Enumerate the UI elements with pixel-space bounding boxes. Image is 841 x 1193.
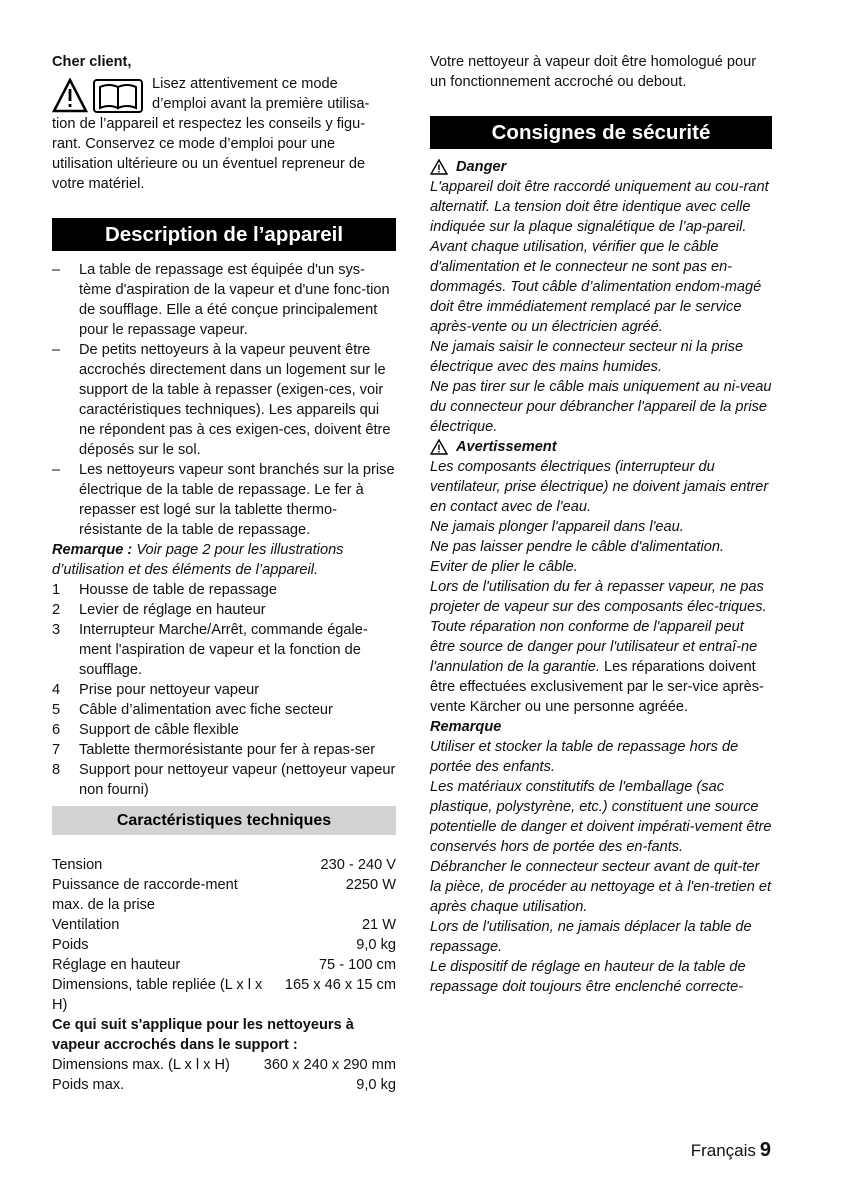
remark-heading: Remarque — [430, 719, 502, 735]
list-item: 7 Tablette thermorésistante pour fer à repas-ser — [52, 742, 376, 758]
spec-row: Puissance de raccorde-ment max. de la prise 2250 W — [52, 877, 396, 913]
intro-line: Lisez attentivement ce mode — [152, 76, 338, 92]
intro-block — [52, 74, 396, 194]
list-item: 3 Interrupteur Marche/Arrêt, commande égale-ment l'aspiration de vapeur et la fonction de soufflage. — [52, 622, 368, 678]
warning-triangle-icon — [430, 439, 448, 455]
greeting: Cher client, — [52, 54, 132, 70]
intro-line: utilisation ultérieure ou un éventuel repreneur de — [52, 156, 366, 172]
repair-text: Toute réparation non conforme de l'appareil peut être source de danger pour l'utilisateur et entraî-ne l'annulation de la garantie. Les réparations doivent être effectuées exclusivement par le ser-vice après-vente Kärcher ou une personne agréée. — [430, 619, 764, 715]
spec-row: Réglage en hauteur 75 - 100 cm — [52, 957, 396, 973]
remark-text: Utiliser et stocker la table de repassage hors de portée des enfants. Les matériaux constitutifs de l'emballage (sac plastique, polystyrène, etc.) constituent une source potentielle de danger et doivent impérati-vement être conservés hors de portée des en-fants. Débrancher le connecteur secteur avant de quit-ter la pièce, de procéder au nettoyage et à l'en-tretien et après chaque utilisation. Lors de l'utilisation, ne jamais déplacer la table de repassage. Le dispositif de réglage en hauteur de la table de repassage doit toujours être enclenché correcte- — [430, 739, 772, 995]
warning-triangle-icon — [430, 159, 448, 175]
parts-list — [52, 580, 396, 800]
spec-row: Dimensions max. (L x l x H) 360 x 240 x 290 mm — [52, 1057, 396, 1073]
list-item: 5 Câble d’alimentation avec fiche secteur — [52, 702, 333, 718]
homologation-text: Votre nettoyeur à vapeur doit être homologué pour un fonctionnement accroché ou debout. — [430, 54, 757, 90]
intro-line: tion de l’appareil et respectez les conseils y figu- — [52, 116, 366, 132]
section-title-tech: Caractéristiques techniques — [52, 806, 396, 835]
spec-row: Dimensions, table repliée (L x l x H) 165 x 46 x 15 cm — [52, 977, 396, 1013]
warning-text: Les composants électriques (interrupteur du ventilateur, prise électrique) ne doivent jamais entrer en contact avec de l'eau. Ne jamais plonger l'appareil dans l'eau. Ne pas laisser pendre le câble d'alimentation. Eviter de plier le câble. Lors de l'utilisation du fer à repasser vapeur, ne pas projeter de vapeur sur des composants élec-triques. — [430, 459, 769, 615]
footer-language: Français — [690, 1141, 756, 1160]
section-title-safety: Consignes de sécurité — [430, 116, 772, 149]
intro-line: votre matériel. — [52, 176, 145, 192]
intro-line: d’emploi avant la première utilisa- — [152, 96, 370, 112]
left-column — [52, 52, 396, 1095]
description-list — [52, 260, 396, 540]
spec-row: Poids 9,0 kg — [52, 937, 396, 953]
remark: Remarque : Voir page 2 pour les illustrations d’utilisation et des éléments de l’appareil. — [52, 542, 344, 578]
spec-row: Poids max. 9,0 kg — [52, 1077, 396, 1093]
list-item: 4 Prise pour nettoyeur vapeur — [52, 682, 260, 698]
list-item: – Les nettoyeurs vapeur sont branchés sur la prise électrique de la table de repassage. Le fer à repasser est logé sur la tablette thermo-résistante de la table de repassage. — [52, 462, 395, 538]
right-column — [430, 52, 772, 997]
spec-table-2 — [52, 1055, 396, 1095]
spec-note: Ce qui suit s'applique pour les nettoyeurs à vapeur accrochés dans le support : — [52, 1017, 354, 1053]
warning-heading: Avertissement — [430, 437, 772, 457]
list-item: – De petits nettoyeurs à la vapeur peuvent être accrochés directement dans un logement sur le support de la table à repasser (exigen-ces, voir caractéristiques techniques). Les appareils qui ne répondent pas à ces exigen-ces, doivent être déposés sur le sol. — [52, 342, 391, 458]
spec-table — [52, 855, 396, 1015]
section-title-description: Description de l’appareil — [52, 218, 396, 251]
warning-manual-icon — [52, 78, 144, 114]
list-item: 1 Housse de table de repassage — [52, 582, 277, 598]
danger-heading: Danger — [430, 157, 772, 177]
spec-row: Tension 230 - 240 V — [52, 857, 396, 873]
spec-row: Ventilation 21 W — [52, 917, 396, 933]
intro-line: rant. Conservez ce mode d’emploi pour une — [52, 136, 336, 152]
page-number: 9 — [759, 1139, 771, 1161]
list-item: 8 Support pour nettoyeur vapeur (nettoyeur vapeur non fourni) — [52, 762, 396, 798]
list-item: 2 Levier de réglage en hauteur — [52, 602, 266, 618]
page-footer — [691, 1140, 771, 1161]
list-item: – La table de repassage est équipée d'un sys-tème d'aspiration de la vapeur et d'une fonc-tion de soufflage. Elle a été conçue principalement pour le repassage vapeur. — [52, 262, 390, 338]
danger-text: L'appareil doit être raccordé uniquement au cou-rant alternatif. La tension doit être identique avec celle indiquée sur la plaque signalétique de l’ap-pareil. Avant chaque utilisation, vérifier que le câble d'alimentation et le connecteur ne sont pas en-dommagés. Tout câble d’alimentation endom-magé doit être immédiatement remplacé par le service après-vente ou un électricien agréé. Ne jamais saisir le connecteur secteur ni la prise électrique avec des mains humides. Ne pas tirer sur le câble mais uniquement au ni-veau du connecteur pour débrancher l'appareil de la prise électrique. — [430, 179, 772, 435]
list-item: 6 Support de câble flexible — [52, 722, 239, 738]
